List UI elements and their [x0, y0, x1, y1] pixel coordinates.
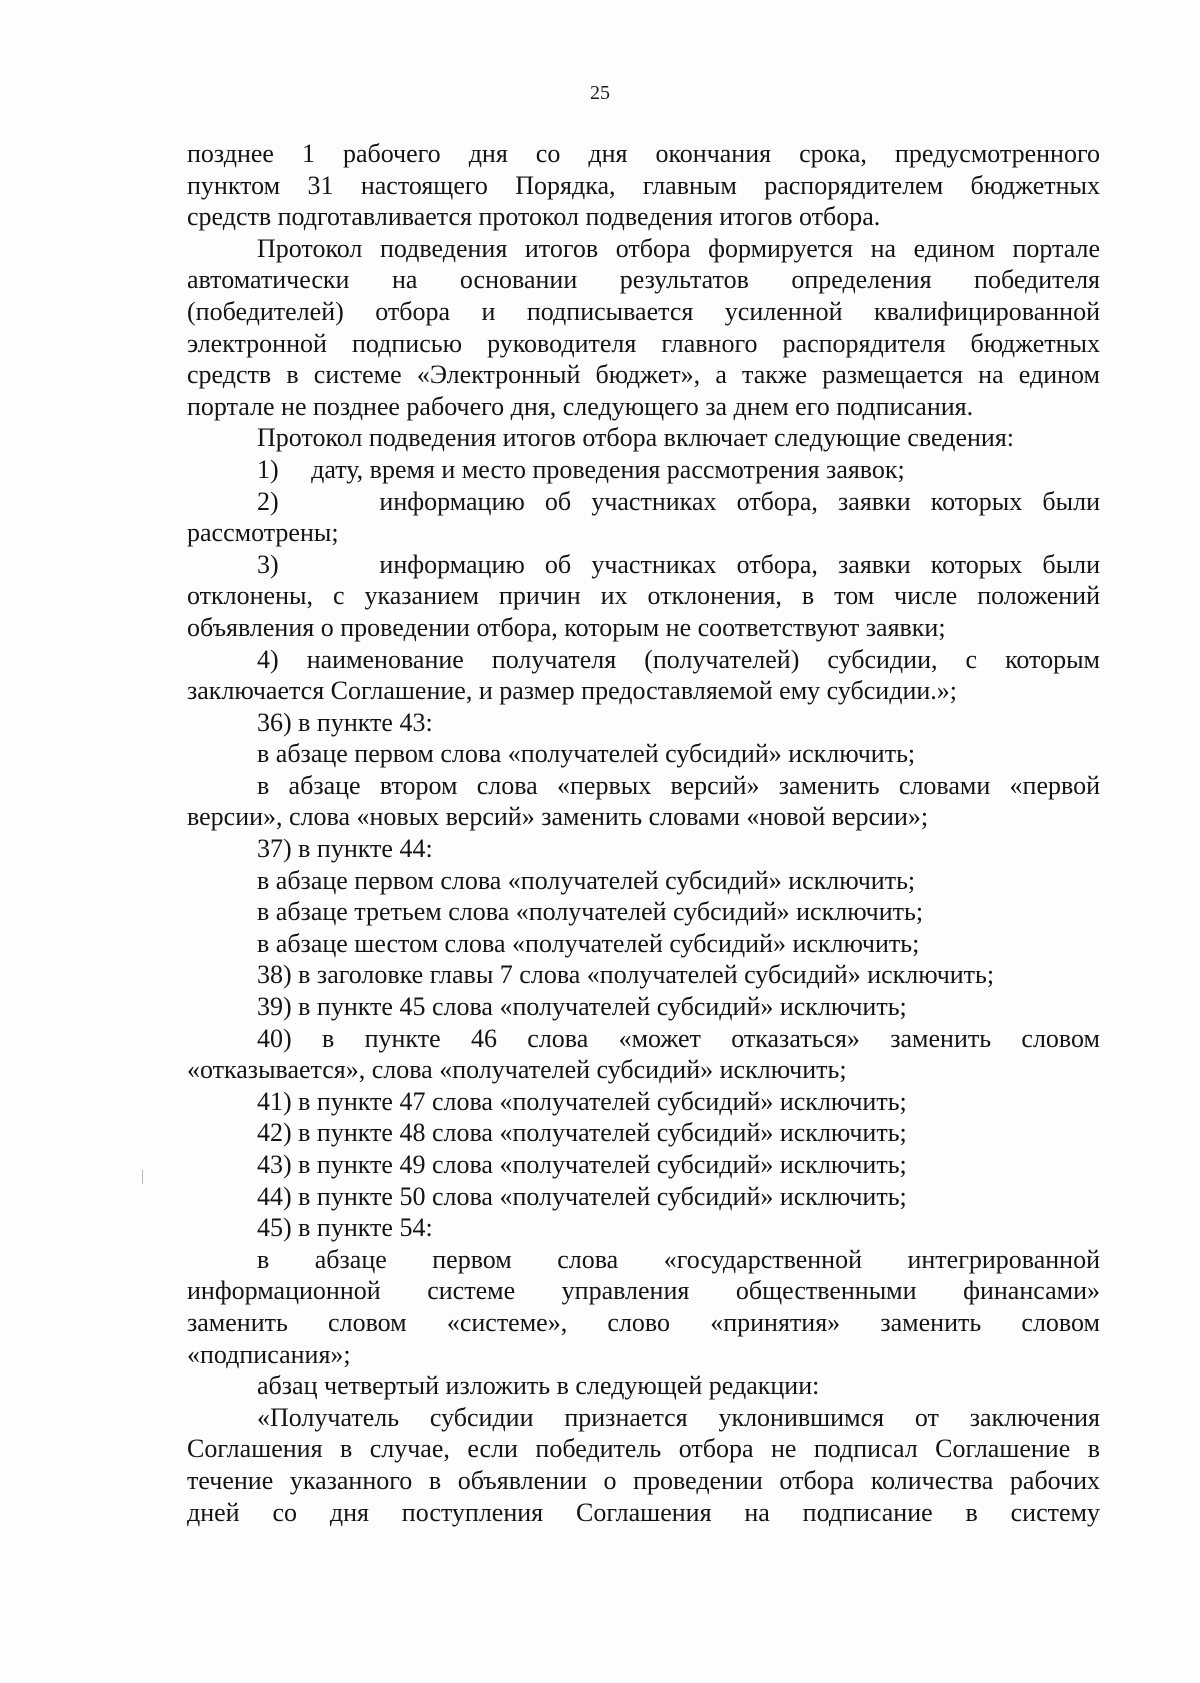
- paragraph-line: 41) в пункте 47 слова «получателей субсидий» исключить;: [257, 1086, 907, 1116]
- paragraph: [187, 1181, 1100, 1213]
- paragraph: [187, 1402, 1100, 1528]
- paragraph: [187, 1117, 1100, 1149]
- paragraph-line: 38) в заголовке главы 7 слова «получателей субсидий» исключить;: [257, 960, 995, 990]
- paragraph: [187, 833, 1100, 865]
- paragraph-line: информационной системе управления общественными финансами»: [187, 1276, 1100, 1306]
- paragraph-line: 44) в пункте 50 слова «получателей субсидий» исключить;: [257, 1181, 907, 1211]
- paragraph-line: абзац четвертый изложить в следующей редакции:: [257, 1371, 820, 1401]
- paragraph-line: «подписания»;: [187, 1339, 351, 1369]
- paragraph: [187, 707, 1100, 739]
- paragraph-line: в абзаце втором слова «первых версий» заменить словами «первой: [257, 770, 1100, 800]
- paragraph: [187, 738, 1100, 770]
- paragraph-line: 39) в пункте 45 слова «получателей субсидий» исключить;: [257, 992, 907, 1022]
- paragraph-line: 1) дату, время и место проведения рассмотрения заявок;: [257, 454, 905, 484]
- paragraph-line: в абзаце третьем слова «получателей субсидий» исключить;: [257, 897, 924, 927]
- paragraph-line: течение указанного в объявлении о проведении отбора количества рабочих: [187, 1465, 1100, 1495]
- paragraph: [187, 138, 1100, 233]
- paragraph-line: электронной подписью руководителя главного распорядителя бюджетных: [187, 328, 1100, 358]
- scan-artifact: [142, 1170, 143, 1184]
- paragraph-line: Соглашения в случае, если победитель отбора не подписал Соглашение в: [187, 1434, 1100, 1464]
- paragraph-line: объявления о проведении отбора, которым не соответствуют заявки;: [187, 612, 946, 642]
- paragraph-line: в абзаце шестом слова «получателей субсидий» исключить;: [257, 928, 920, 958]
- paragraph: [187, 233, 1100, 423]
- paragraph: [187, 896, 1100, 928]
- paragraph-line: позднее 1 рабочего дня со дня окончания срока, предусмотренного: [187, 139, 1100, 168]
- paragraph-line: заменить словом «системе», слово «принятия» заменить словом: [187, 1307, 1100, 1337]
- paragraph-line: в абзаце первом слова «получателей субсидий» исключить;: [257, 739, 916, 769]
- paragraph: [187, 486, 1100, 549]
- paragraph-line: заключается Соглашение, и размер предоставляемой ему субсидии.»;: [187, 676, 957, 706]
- paragraph-line: 37) в пункте 44:: [257, 834, 433, 864]
- paragraph-line: дней со дня поступления Соглашения на подписание в систему: [187, 1497, 1100, 1527]
- document-body: [187, 138, 1100, 1528]
- paragraph-line: 2) информацию об участниках отбора, заявки которых были: [257, 486, 1100, 516]
- page-number: 25: [590, 82, 610, 104]
- paragraph-line: (победителей) отбора и подписывается усиленной квалифицированной: [187, 296, 1100, 326]
- paragraph: [187, 1244, 1100, 1370]
- paragraph-line: «отказывается», слова «получателей субсидий» исключить;: [187, 1055, 847, 1085]
- paragraph-line: в абзаце первом слова «государственной интегрированной: [257, 1244, 1100, 1274]
- paragraph: [187, 454, 1100, 486]
- paragraph-line: автоматически на основании результатов определения победителя: [187, 265, 1100, 295]
- paragraph-line: версии», слова «новых версий» заменить словами «новой версии»;: [187, 802, 929, 832]
- paragraph: [187, 1370, 1100, 1402]
- paragraph-line: 45) в пункте 54:: [257, 1213, 433, 1243]
- paragraph: [187, 1212, 1100, 1244]
- paragraph-line: 3) информацию об участниках отбора, заявки которых были: [257, 549, 1100, 579]
- paragraph: [187, 1149, 1100, 1181]
- paragraph: [187, 549, 1100, 644]
- paragraph: [187, 422, 1100, 454]
- paragraph-line: «Получатель субсидии признается уклонившимся от заключения: [257, 1402, 1100, 1432]
- paragraph-line: средств подготавливается протокол подведения итогов отбора.: [187, 202, 881, 232]
- paragraph-line: отклонены, с указанием причин их отклонения, в том числе положений: [187, 581, 1100, 611]
- paragraph-line: портале не позднее рабочего дня, следующего за днем его подписания.: [187, 391, 974, 421]
- paragraph-line: в абзаце первом слова «получателей субсидий» исключить;: [257, 865, 916, 895]
- paragraph-line: 43) в пункте 49 слова «получателей субсидий» исключить;: [257, 1150, 907, 1179]
- paragraph-line: пунктом 31 настоящего Порядка, главным распорядителем бюджетных: [187, 170, 1100, 200]
- paragraph-line: 42) в пункте 48 слова «получателей субсидий» исключить;: [257, 1118, 907, 1148]
- paragraph-line: Протокол подведения итогов отбора включает следующие сведения:: [257, 423, 1014, 453]
- paragraph: [187, 1023, 1100, 1086]
- paragraph: [187, 865, 1100, 897]
- paragraph-line: 40) в пункте 46 слова «может отказаться» заменить словом: [257, 1023, 1100, 1053]
- paragraph: [187, 959, 1100, 991]
- paragraph: [187, 770, 1100, 833]
- paragraph: [187, 644, 1100, 707]
- paragraph: [187, 928, 1100, 960]
- paragraph-line: средств в системе «Электронный бюджет», а также размещается на едином: [187, 360, 1100, 390]
- paragraph: [187, 1086, 1100, 1118]
- paragraph-line: Протокол подведения итогов отбора формируется на едином портале: [257, 233, 1100, 263]
- paragraph-line: рассмотрены;: [187, 518, 339, 548]
- paragraph-line: 36) в пункте 43:: [257, 707, 433, 737]
- paragraph: [187, 991, 1100, 1023]
- paragraph-line: 4) наименование получателя (получателей) субсидии, с которым: [257, 644, 1100, 674]
